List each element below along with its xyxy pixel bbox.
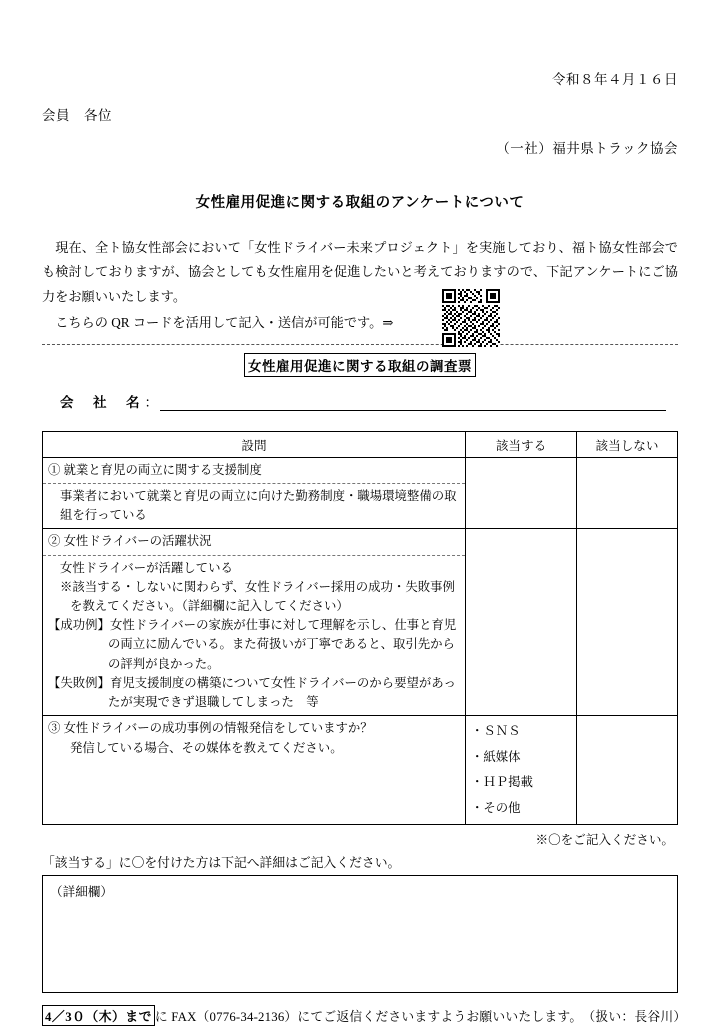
company-name-colon: ： [144, 394, 158, 410]
question-1-number: ① [48, 462, 61, 477]
success-example-line2: の両立に励んでいる。また荷扱いが丁寧であると、取引先から [108, 637, 455, 652]
table-row [43, 529, 678, 555]
media-option-sns[interactable]: ・ＳＮＳ [471, 724, 521, 739]
addressee: 会員 各位 [42, 108, 112, 123]
answer-cell-yes-1[interactable] [466, 457, 577, 529]
survey-title [42, 353, 678, 377]
survey-table [42, 431, 678, 825]
detail-textarea[interactable] [42, 875, 678, 993]
question-2-text: 女性ドライバーの活躍状況 [63, 534, 212, 549]
media-option-print[interactable]: ・紙媒体 [471, 749, 521, 764]
deadline-badge: 4／3０（木）まで [42, 1005, 155, 1026]
circle-note: ※〇をご記入ください。 [535, 833, 674, 847]
question-3-sub: 発信している場合、その媒体を教えてください。 [70, 740, 343, 755]
question-1-detail-line2: 組を行っている [60, 508, 147, 523]
company-name-label: 会 社 名 [60, 394, 143, 410]
failure-example-line1: 【失敗例】育児支援制度の構築について女性ドライバーのから要望があっ [48, 675, 456, 690]
question-1-detail-line1: 事業者において就業と育児の両立に向けた勤務制度・職場環境整備の取 [60, 488, 457, 503]
survey-title-text: 女性雇用促進に関する取組の調査票 [244, 353, 476, 377]
success-example-line1: 【成功例】女性ドライバーの家族が仕事に対して理解を示し、仕事と育児 [48, 618, 457, 633]
answer-cell-no-1[interactable] [577, 457, 678, 529]
contact-person: （扱い：長谷川） [582, 1010, 687, 1024]
document-date: 令和８年４月１６日 [552, 72, 678, 87]
question-2-line2: ※該当する・しないに関わらず、女性ドライバー採用の成功・失敗事例 [60, 579, 455, 594]
media-options[interactable] [466, 716, 577, 825]
issuing-organization: （一社）福井県トラック協会 [496, 141, 678, 156]
table-row [43, 716, 678, 825]
question-2-number: ② [48, 534, 61, 549]
company-name-row [42, 391, 678, 411]
failure-example-line2: たが実現できず退職してしまった 等 [108, 695, 319, 710]
page-title: 女性雇用促進に関する取組のアンケートについて [195, 195, 525, 211]
dashed-divider [42, 344, 678, 345]
answer-cell-no-2[interactable] [577, 529, 678, 716]
company-name-input[interactable] [160, 395, 666, 411]
question-3 [43, 716, 466, 825]
question-2 [43, 529, 466, 555]
question-2-line1: 女性ドライバーが活躍している [60, 560, 233, 575]
qr-code-icon[interactable] [442, 289, 500, 347]
submit-instructions: に FAX（0776-34-2136）にてご返信くださいますようお願いいたします。 [154, 1010, 583, 1024]
intro-paragraph: 現在、全ト協女性部会において「女性ドライバー未来プロジェクト」を実施しており、福ト協女性部会でも検討しておりますが、協会としても女性雇用を促進したいと考えておりますので、下記アンケートにご協力をお願いいたします。 [42, 240, 678, 304]
column-header-applicable: 該当する [466, 431, 577, 457]
question-3-text: 女性ドライバーの成功事例の情報発信をしていますか？ [63, 721, 373, 736]
question-1-detail [43, 483, 466, 528]
column-header-question: 設問 [43, 431, 466, 457]
table-header-row [43, 431, 678, 457]
detail-lead: 「該当する」に〇を付けた方は下記へ詳細はご記入ください。 [42, 856, 401, 870]
media-option-hp[interactable]: ・ＨＰ掲載 [471, 775, 533, 790]
question-2-detail [43, 555, 466, 716]
qr-note: こちらの QR コードを活用して記入・送信が可能です。⇒ [55, 315, 394, 331]
success-example-line3: の評判が良かった。 [108, 656, 220, 671]
column-header-not-applicable: 該当しない [577, 431, 678, 457]
question-1-text: 就業と育児の両立に関する支援制度 [63, 462, 262, 477]
table-row [43, 457, 678, 483]
qr-row [42, 311, 678, 335]
answer-cell-yes-2[interactable] [466, 529, 577, 716]
question-2-line3: を教えてください。（詳細欄に記入してください） [70, 599, 349, 613]
answer-cell-no-3[interactable] [577, 716, 678, 825]
media-option-other[interactable]: ・その他 [471, 800, 521, 815]
detail-box-label: （詳細欄） [50, 885, 113, 899]
question-3-number: ③ [48, 721, 61, 736]
question-1 [43, 457, 466, 483]
footer-submission-row [42, 1005, 687, 1026]
